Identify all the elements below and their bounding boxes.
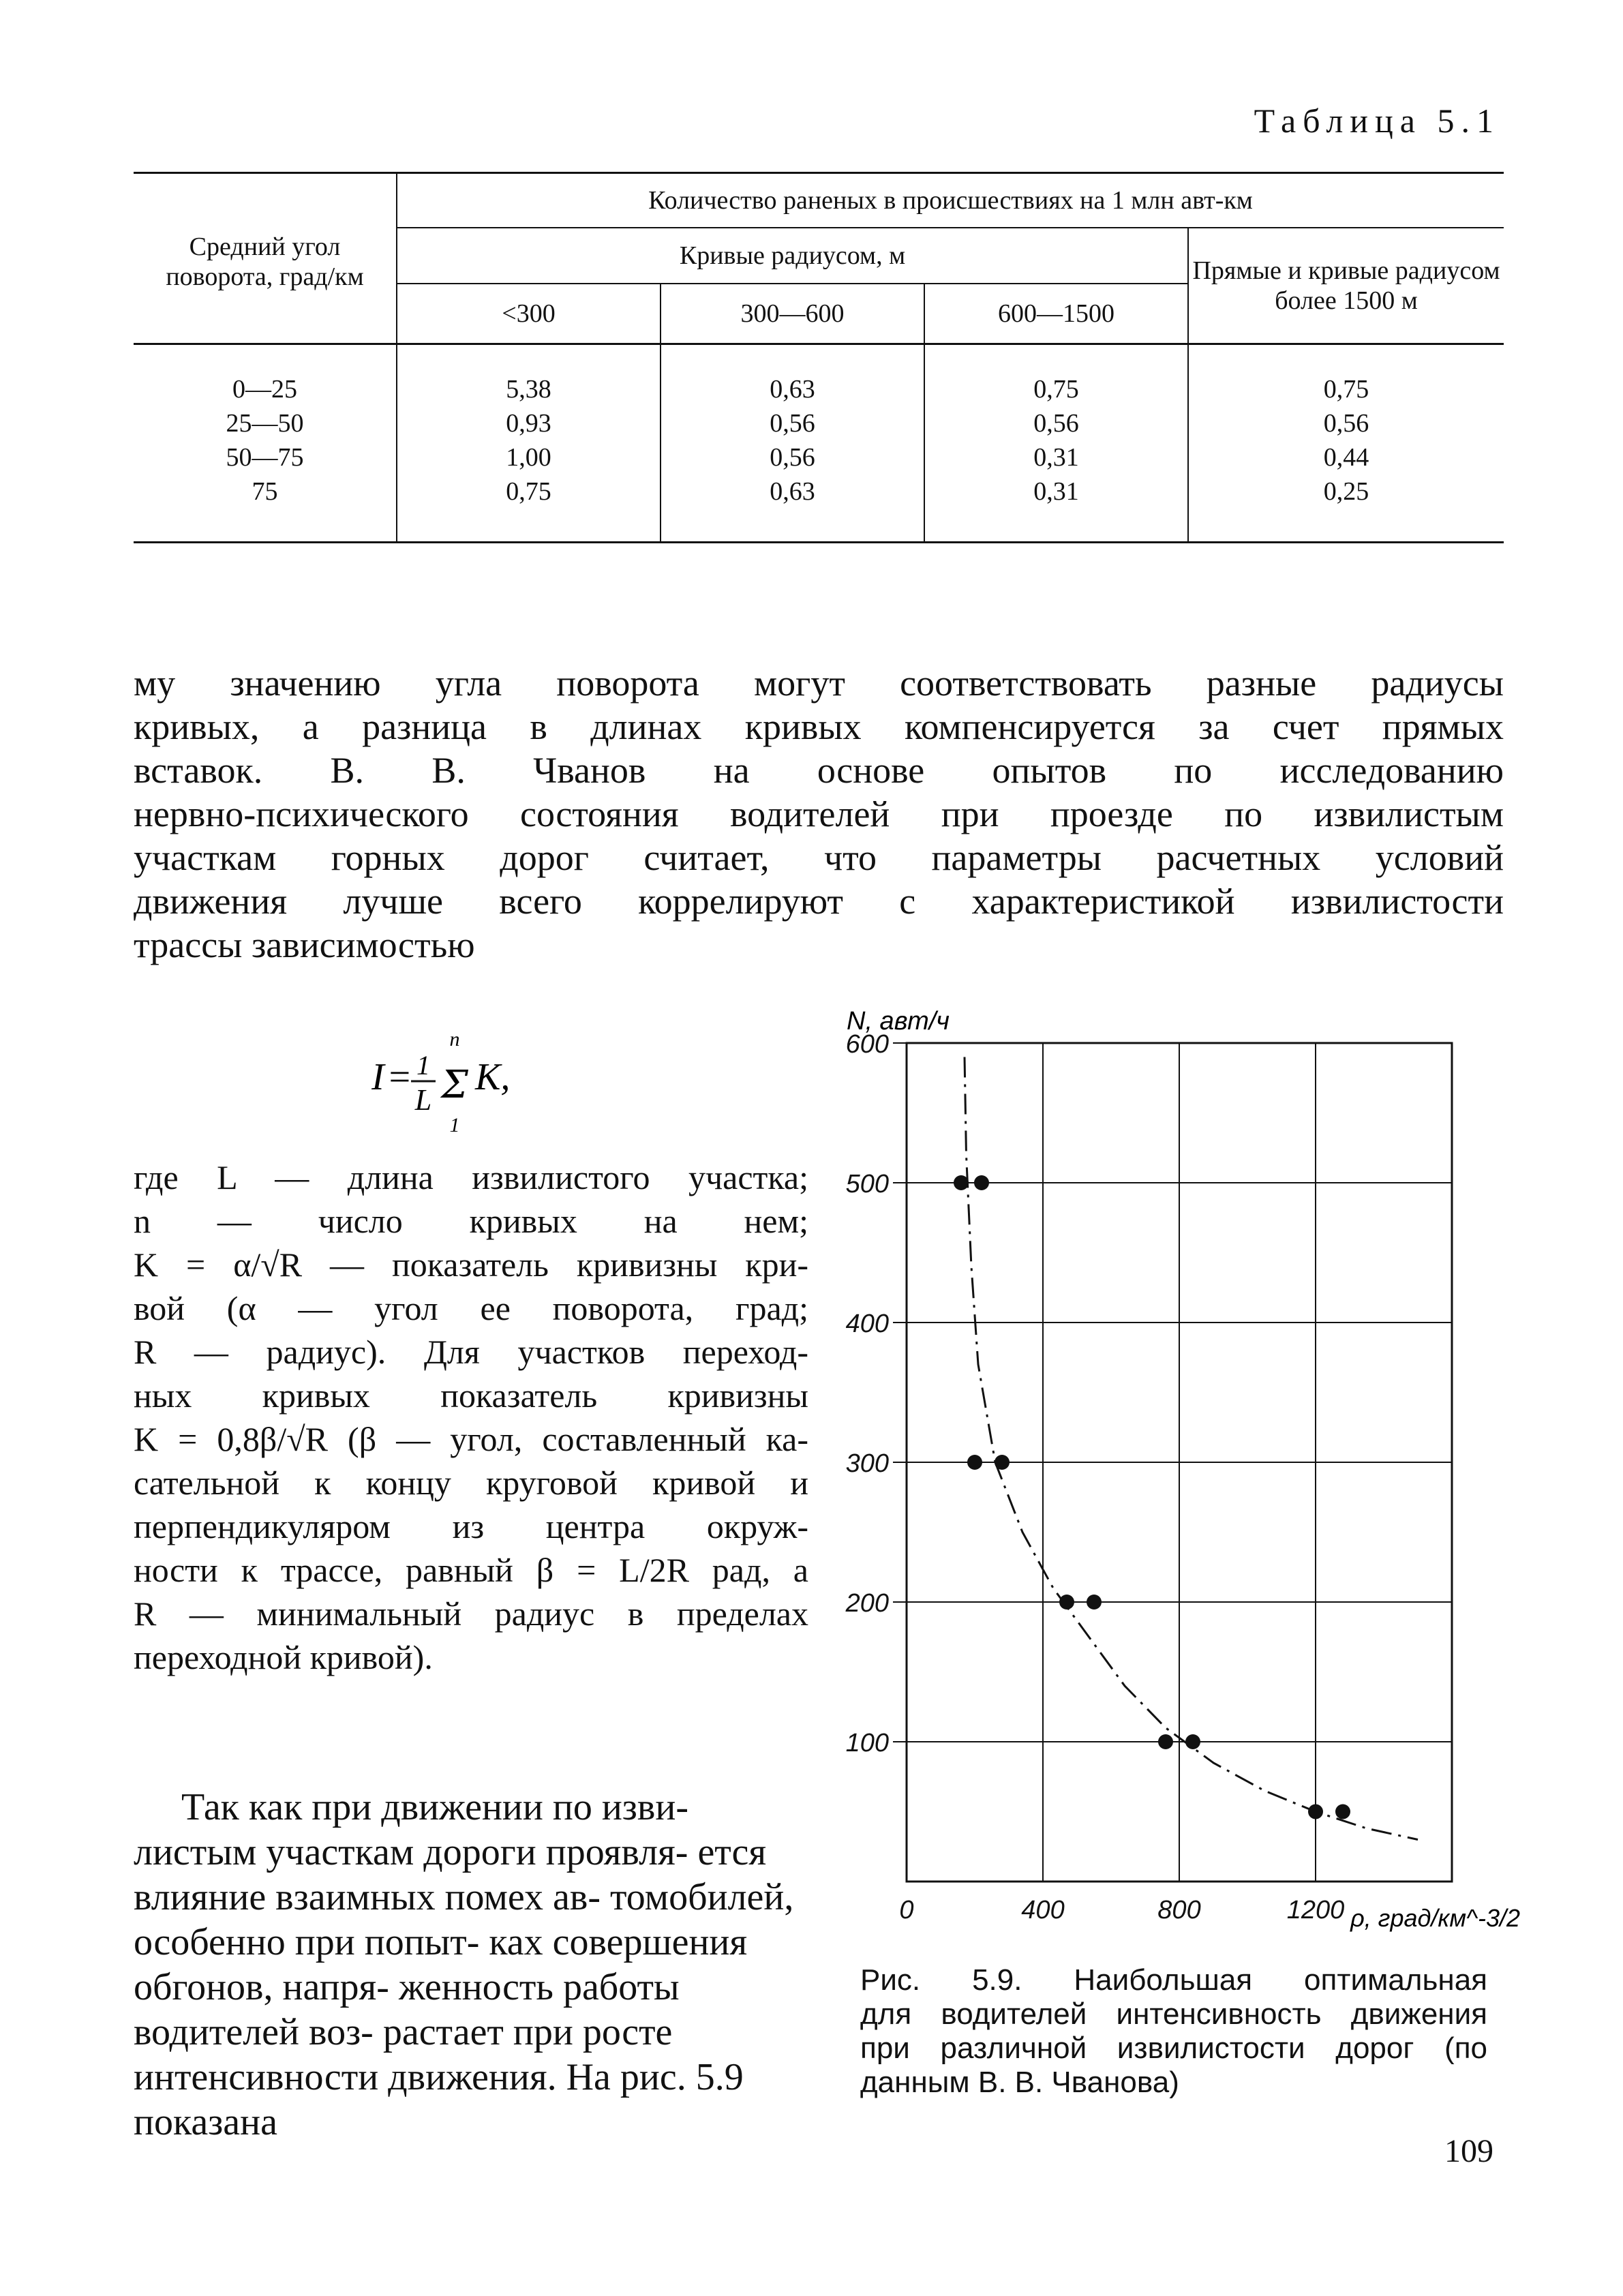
svg-text:=: = [386, 1056, 412, 1098]
data-point [1059, 1595, 1074, 1610]
header-angle: Средний угол поворота, град/км [134, 173, 397, 344]
figure-5-9 [838, 1002, 1527, 2066]
axis-ticks [845, 1030, 1345, 1924]
table-column-straight: 0,75 0,56 0,44 0,25 [1323, 375, 1369, 506]
header-curves: Кривые радиусом, м [397, 228, 1188, 284]
table-column-600-1500: 0,75 0,56 0,31 0,31 [924, 344, 1188, 543]
y-tick-label: 300 [845, 1449, 889, 1478]
body-paragraph-1: му значению угла поворота могут соответствовать разные радиусы кривых, а разница в длинах кривых компенсируется за счет прямых вставок. В. В. Чванов на основе опытов по исследованию нервно-психического состояния водителей при проезде по извилистым участкам горных дорог считает, что параметры расчетных условий движения лучше всего коррелируют с характеристикой извилистости трассы зависимостью [134, 663, 1504, 965]
table-caption: Таблица 5.1 [1254, 102, 1500, 140]
subheader-300-600: 300—600 [661, 284, 924, 344]
y-tick-label: 100 [845, 1729, 889, 1757]
y-tick-label: 500 [845, 1170, 889, 1198]
page-number: 109 [1444, 2133, 1493, 2169]
body-paragraph-2: Так как при движении по изви- листым участкам дороги проявля- ется влияние взаимных помех ав- томобилей, особенно при попыт- ках совершения обгонов, напря- женность работы водителей воз- растает при росте интенсивности движения. На рис. 5.9 показана [134, 1786, 794, 2143]
subheader-under-300: <300 [397, 284, 661, 344]
data-point [1335, 1804, 1350, 1819]
trend-curve [965, 1057, 1418, 1840]
definitions-paragraph: где L — длина извилистого участка; n — число кривых на нем; K = α/√R — показатель кривизны кри- вой (α — угол ее поворота, град; R — радиус). Для участков переход- ных кривых показатель кривизны K = 0,8β/√R (β — угол, составленный ка- сательной к концу круговой кривой и перпендикуляром из центра окруж- ности к трассе, равный β = L/2R рад, а R — минимальный радиус в пределах переходной кривой). [134, 1158, 808, 1676]
svg-text:1: 1 [416, 1050, 430, 1081]
svg-text:I: I [371, 1056, 384, 1098]
x-tick-label: 0 [899, 1896, 914, 1924]
data-point [1158, 1734, 1173, 1749]
svg-text:L: L [414, 1083, 432, 1117]
data-point [1087, 1595, 1102, 1610]
data-table [134, 172, 1504, 543]
table-column-angle: 0—25 25—50 50—75 75 [134, 344, 397, 543]
data-point [967, 1455, 982, 1470]
table-column-300-600: 0,63 0,56 0,56 0,63 [661, 344, 924, 543]
svg-text:1: 1 [449, 1114, 460, 1136]
svg-text:n: n [449, 1029, 460, 1051]
y-axis-label: N, авт/ч [847, 1007, 950, 1036]
data-point [1185, 1734, 1200, 1749]
svg-text:Σ: Σ [441, 1063, 468, 1107]
curvature-formula [371, 1029, 590, 1162]
y-tick-label: 600 [845, 1030, 889, 1059]
intensity-chart [838, 1002, 1527, 2052]
x-tick-label: 400 [1021, 1896, 1065, 1924]
svg-text:K,: K, [475, 1056, 511, 1098]
subheader-600-1500: 600—1500 [924, 284, 1188, 344]
table-column-under-300: 5,38 0,93 1,00 0,75 [397, 344, 661, 543]
header-straight: Прямые и кривые радиусом более 1500 м [1188, 228, 1504, 344]
data-point [974, 1175, 989, 1190]
formula-graphic [371, 1029, 590, 1152]
trend-curve-line [965, 1057, 1418, 1840]
header-injuries: Количество раненых в происшествиях на 1 млн авт-км [397, 173, 1504, 228]
data-point [954, 1175, 969, 1190]
data-points [954, 1175, 1350, 1819]
data-point [995, 1455, 1010, 1470]
data-point [1308, 1804, 1323, 1819]
y-tick-label: 400 [845, 1310, 889, 1338]
y-tick-label: 200 [845, 1589, 889, 1618]
figure-caption: Рис. 5.9. Наибольшая оптимальная для водителей интенсивность движения при различной извилистости дорог (по данным В. В. Чванова) [860, 1963, 1487, 2099]
x-tick-label: 800 [1157, 1896, 1201, 1924]
x-tick-label: 1200 [1286, 1896, 1345, 1924]
x-axis-label: ρ, град/км^-3/2 [1350, 1904, 1520, 1932]
